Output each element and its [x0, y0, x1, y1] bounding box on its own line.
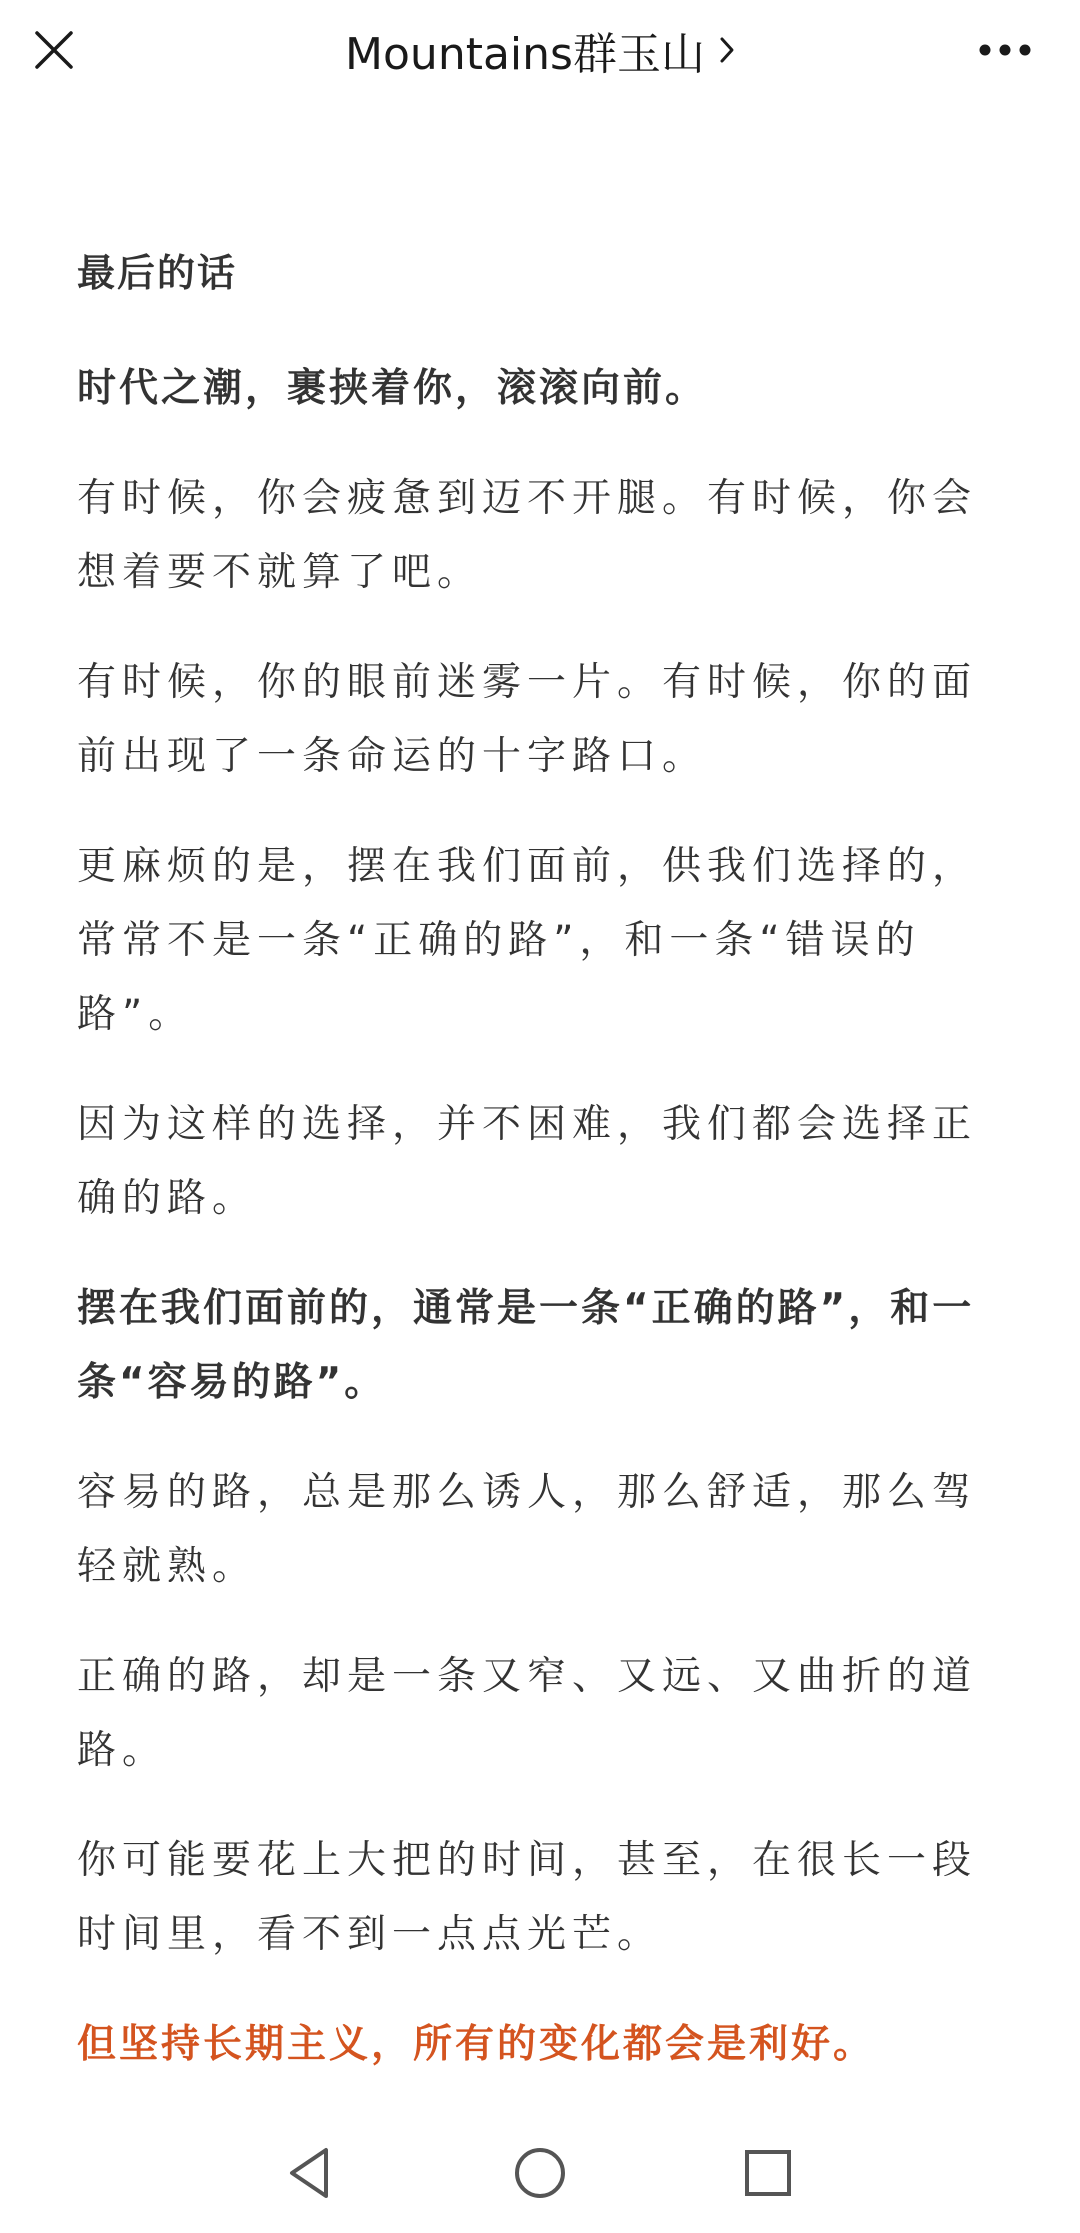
article-body [77, 200, 1007, 2082]
system-nav-bar [0, 2120, 1080, 2233]
article-paragraph: 但坚持长期主义，所有的变化都会是利好。 [77, 2022, 876, 2067]
page-title: Mountains群玉山 [345, 29, 705, 80]
article-paragraph: 有时候，你会疲惫到迈不开腿。有时候，你会想着要不就算了吧。 [77, 476, 978, 595]
article-paragraph: 有时候，你的眼前迷雾一片。有时候，你的面前出现了一条命运的十字路口。 [77, 660, 978, 779]
article-paragraph: 因为这样的选择，并不困难，我们都会选择正确的路。 [77, 1102, 978, 1221]
more-options-button[interactable] [960, 20, 1050, 80]
account-title-link[interactable] [240, 18, 840, 82]
chevron-right-icon [719, 35, 735, 65]
article-paragraph: 时代之潮，裹挟着你，滚滚向前。 [77, 366, 708, 411]
nav-home-button[interactable] [500, 2138, 580, 2208]
square-recents-icon [743, 2148, 793, 2198]
article-paragraph: 容易的路，总是那么诱人，那么舒适，那么驾轻就熟。 [77, 1470, 978, 1589]
section-heading: 最后的话 [77, 251, 238, 295]
circle-home-icon [513, 2146, 567, 2200]
article-paragraph: 摆在我们面前的，通常是一条“正确的路”，和一条“容易的路”。 [77, 1286, 975, 1405]
article-paragraph: 你可能要花上大把的时间，甚至，在很长一段时间里，看不到一点点光芒。 [77, 1838, 978, 1957]
nav-recents-button[interactable] [728, 2138, 808, 2208]
nav-back-button[interactable] [270, 2138, 350, 2208]
article-paragraph: 正确的路，却是一条又窄、又远、又曲折的道路。 [77, 1654, 978, 1773]
close-icon [34, 30, 74, 70]
article-paragraph: 更麻烦的是，摆在我们面前，供我们选择的，常常不是一条“正确的路”，和一条“错误的路”。 [77, 844, 978, 1037]
close-button[interactable] [20, 20, 88, 80]
more-horizontal-icon [978, 43, 1032, 57]
triangle-back-icon [286, 2146, 334, 2200]
top-bar [0, 0, 1080, 100]
